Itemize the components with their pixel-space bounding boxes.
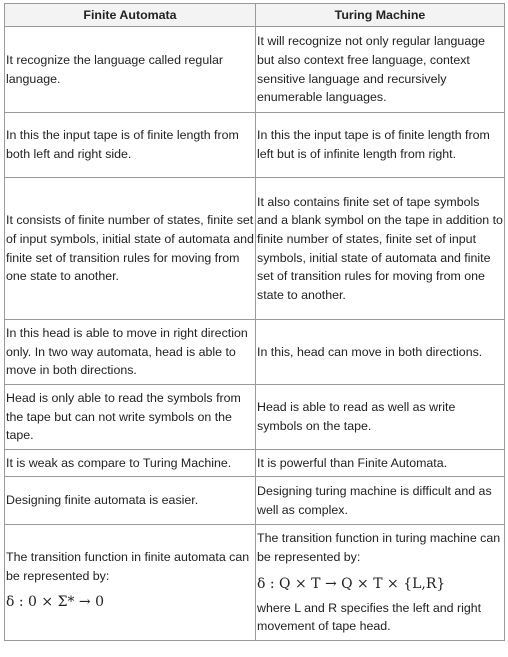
comparison-table-wrapper [4,3,504,641]
tm-cell: In this, head can move in both directions. [256,320,505,385]
tm-cell: It will recognize not only regular language but also context free language, context sensitive language and recursively enumerable languages. [256,27,505,113]
header-turing-machine: Turing Machine [256,4,505,27]
table-row [5,27,505,113]
table-row [5,178,505,320]
fa-cell: It consists of finite number of states, finite set of input symbols, initial state of automata and finite set of transition rules for moving from one state to another. [5,178,256,320]
table-row [5,525,505,641]
tm-cell: Designing turing machine is difficult and as well as complex. [256,477,505,525]
comparison-table [4,3,505,641]
tm-cell: Head is able to read as well as write symbols on the tape. [256,385,505,450]
fa-cell: In this head is able to move in right direction only. In two way automata, head is able to move in both directions. [5,320,256,385]
tm-transition-formula: δ : Q × T → Q × T × {L,R} [257,575,446,592]
tm-cell: It is powerful than Finite Automata. [256,450,505,477]
table-row [5,320,505,385]
table-row [5,113,505,178]
fa-cell: It is weak as compare to Turing Machine. [5,450,256,477]
tm-transition-text: The transition function in turing machine can be represented by: [257,531,501,564]
fa-transition-text: The transition function in finite automata can be represented by: [6,549,250,583]
fa-cell: Head is only able to read the symbols from the tape but can not write symbols on the tape. [5,385,256,450]
fa-cell: In this the input tape is of finite length from both left and right side. [5,113,256,178]
table-row [5,385,505,450]
tm-transition-note: where L and R specifies the left and right movement of tape head. [257,600,482,634]
table-row [5,477,505,525]
tm-cell [256,525,505,641]
tm-cell: It also contains finite set of tape symbols and a blank symbol on the tape in addition to finite number of states, finite set of input symbols, initial state of automata and finite set of transition rules for moving from one state to another. [256,178,505,320]
table-row [5,450,505,477]
table-header-row [5,4,505,27]
fa-transition-formula: δ : 0 × Σ* → 0 [6,594,105,611]
header-finite-automata: Finite Automata [5,4,256,27]
fa-cell: It recognize the language called regular language. [5,27,256,113]
fa-cell [5,525,256,641]
tm-cell: In this the input tape is of finite length from left but is of infinite length from right. [256,113,505,178]
fa-cell: Designing finite automata is easier. [5,477,256,525]
